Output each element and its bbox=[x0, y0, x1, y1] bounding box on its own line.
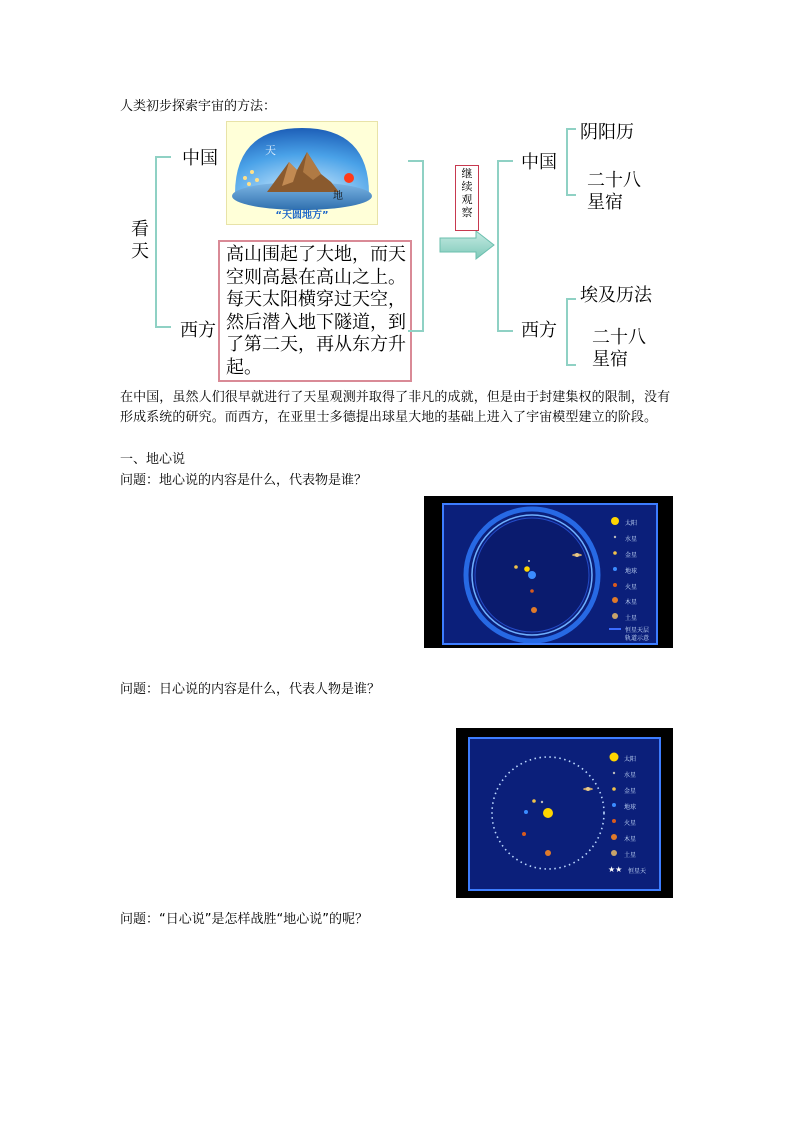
middle-bracket bbox=[408, 160, 424, 332]
quote-text: 高山围起了大地，而天空则高悬在高山之上。每天太阳横穿过天空，然后潜入地下隧道，到了第二天，再从东方升起。 bbox=[226, 244, 406, 378]
question-2: 问题：日心说的内容是什么，代表人物是谁？ bbox=[120, 682, 381, 697]
continue-label-text: 继续观察 bbox=[461, 167, 473, 219]
heliocentric-panel bbox=[468, 737, 661, 891]
legend-mars: 火星 bbox=[624, 820, 637, 827]
legend-venus: 金星 bbox=[625, 552, 638, 559]
legend-stars: 恒星天 bbox=[628, 868, 647, 875]
question-1: 问题：地心说的内容是什么，代表物是谁？ bbox=[120, 473, 368, 488]
legend-sun: 太阳 bbox=[625, 520, 638, 527]
legend-venus: 金星 bbox=[624, 788, 637, 795]
legend-earth: 地球 bbox=[624, 804, 637, 811]
quote-box bbox=[218, 240, 412, 382]
left-bracket bbox=[155, 156, 171, 328]
legend-mercury: 水星 bbox=[625, 536, 638, 543]
china-label: 中国 bbox=[182, 148, 218, 169]
heliocentric-legend bbox=[608, 751, 656, 886]
earth-label: 地 bbox=[333, 191, 343, 202]
body-paragraph: 在中国，虽然人们很早就进行了天星观测并取得了非凡的成就，但是由于封建集权的限制，没有形成系统的研究。而西方，在亚里士多德提出球星大地的基础上进入了宇宙模型建立的阶段。 bbox=[120, 390, 671, 425]
right-china-label: 中国 bbox=[521, 152, 557, 173]
legend-saturn: 土星 bbox=[624, 852, 637, 859]
legend-sun: 太阳 bbox=[624, 756, 637, 763]
svg-text:★★: ★★ bbox=[608, 865, 623, 874]
legend-mars: 火星 bbox=[625, 584, 638, 591]
section-heading: 一、地心说 bbox=[120, 452, 186, 467]
legend-saturn: 土星 bbox=[625, 615, 638, 622]
root-label: 看天 bbox=[131, 219, 149, 262]
intro-line: 人类初步探索宇宙的方法： bbox=[120, 99, 277, 114]
right-west-label: 西方 bbox=[521, 320, 557, 341]
geocentric-legend bbox=[609, 515, 654, 640]
china-sub-bracket bbox=[566, 128, 576, 196]
continue-label bbox=[455, 165, 479, 231]
china-item-1: 阴阳历 bbox=[580, 122, 634, 143]
china-item-2: 二十八星宿 bbox=[587, 170, 641, 213]
geocentric-panel bbox=[442, 503, 658, 645]
tianyuan-difang-image bbox=[226, 121, 378, 225]
west-item-2: 二十八星宿 bbox=[592, 327, 646, 370]
legend-mercury: 水星 bbox=[624, 772, 637, 779]
question-3: 问题：“日心说”是怎样战胜“地心说”的呢？ bbox=[120, 912, 368, 927]
west-item-1: 埃及历法 bbox=[580, 285, 652, 306]
image-caption: “天圆地方” bbox=[275, 210, 329, 221]
legend-earth: 地球 bbox=[625, 568, 638, 575]
arrow-right-icon bbox=[440, 230, 496, 260]
west-sub-bracket bbox=[566, 298, 576, 366]
heliocentric-model-image bbox=[456, 728, 673, 898]
legend-jupiter: 木星 bbox=[624, 836, 637, 843]
west-label: 西方 bbox=[180, 320, 216, 341]
legend-star-sphere: 恒星天层 bbox=[625, 627, 650, 634]
geocentric-model-image bbox=[424, 496, 673, 648]
legend-orbit: 轨道示意 bbox=[625, 635, 650, 642]
right-bracket bbox=[497, 160, 513, 332]
legend-jupiter: 木星 bbox=[625, 599, 638, 606]
sky-label: 天 bbox=[265, 144, 276, 157]
